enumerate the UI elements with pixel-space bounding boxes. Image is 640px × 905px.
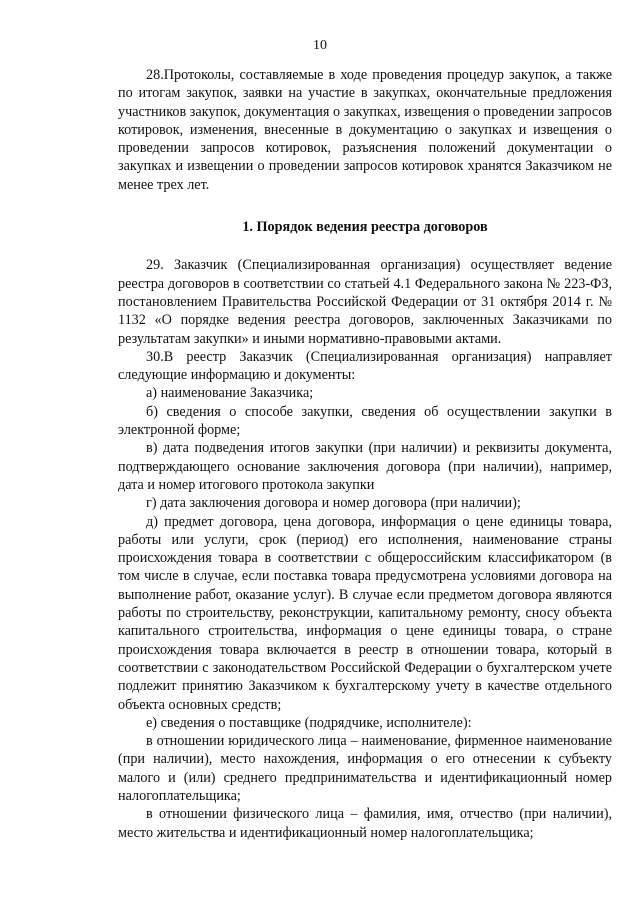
page-number: 10 [313,38,327,53]
item-v: в) дата подведения итогов закупки (при наличии) и реквизиты документа, подтверждающего основание заключения договора (при наличии), например, дата и номер итогового протокола закупки [118,440,612,493]
item-e: е) сведения о поставщике (подрядчике, исполнителе): [146,714,472,731]
paragraph-28: 28.Протоколы, составляемые в ходе проведения процедур закупок, а также по итогам закупок, заявки на участие в закупках, окончательные предложения участников закупок, документация о закупках, извещения о проведении запросов котировок, изменения, внесенные в документацию о закупках и извещения о проведении запросов котировок, разъяснения положений документации о закупках и извещении о проведении запросов котировок хранятся Заказчиком не менее трех лет. [118,67,612,193]
item-a: а) наименование Заказчика; [146,385,314,402]
paragraph-29: 29. Заказчик (Специализированная организация) осуществляет ведение реестра договоров в соответствии со статьей 4.1 Федерального закона № 223-ФЗ, постановлением Правительства Российской Федерации от 31 октября 2014 г. № 1132 «О порядке ведения реестра договоров, заключенных Заказчиками по результатам закупки» и иными нормативно-правовыми актами. [118,257,612,347]
paragraph-30: 30.В реестр Заказчик (Специализированная организация) направляет следующие информацию и документы: [118,348,612,384]
section-heading: 1. Порядок ведения реестра договоров [242,219,488,236]
item-g: г) дата заключения договора и номер договора (при наличии); [146,495,521,512]
item-b: б) сведения о способе закупки, сведения об осуществлении закупки в электронной форме; [118,403,612,439]
legal-entity-paragraph: в отношении юридического лица – наименование, фирменное наименование (при наличии), место нахождения, информация о его отнесении к субъекту малого и (или) среднего предпринимательства и идентификационный номер налогоплательщика; [118,733,612,804]
document-body [118,66,612,842]
item-d: д) предмет договора, цена договора, информация о цене единицы товара, работы или услуги, срок (период) его исполнения, наименование страны происхождения товара в соответствии с общероссийским классификатором (в том числе в случае, если поставка товара предусмотрена условиями договора на выполнение работ, оказание услуг). В случае если предметом договора являются работы по строительству, реконструкции, капитальному ремонту, сносу объекта капитального строительства, информация о цене единицы товара, о стране происхождения товара включается в реестр в отношении товара, который в соответствии с законодательством Российской Федерации о бухгалтерском учете подлежит принятию Заказчиком к бухгалтерскому учету в качестве отдельного объекта основных средств; [118,513,612,713]
individual-paragraph: в отношении физического лица – фамилия, имя, отчество (при наличии), место жительства и идентификационный номер налогоплательщика; [118,806,612,841]
